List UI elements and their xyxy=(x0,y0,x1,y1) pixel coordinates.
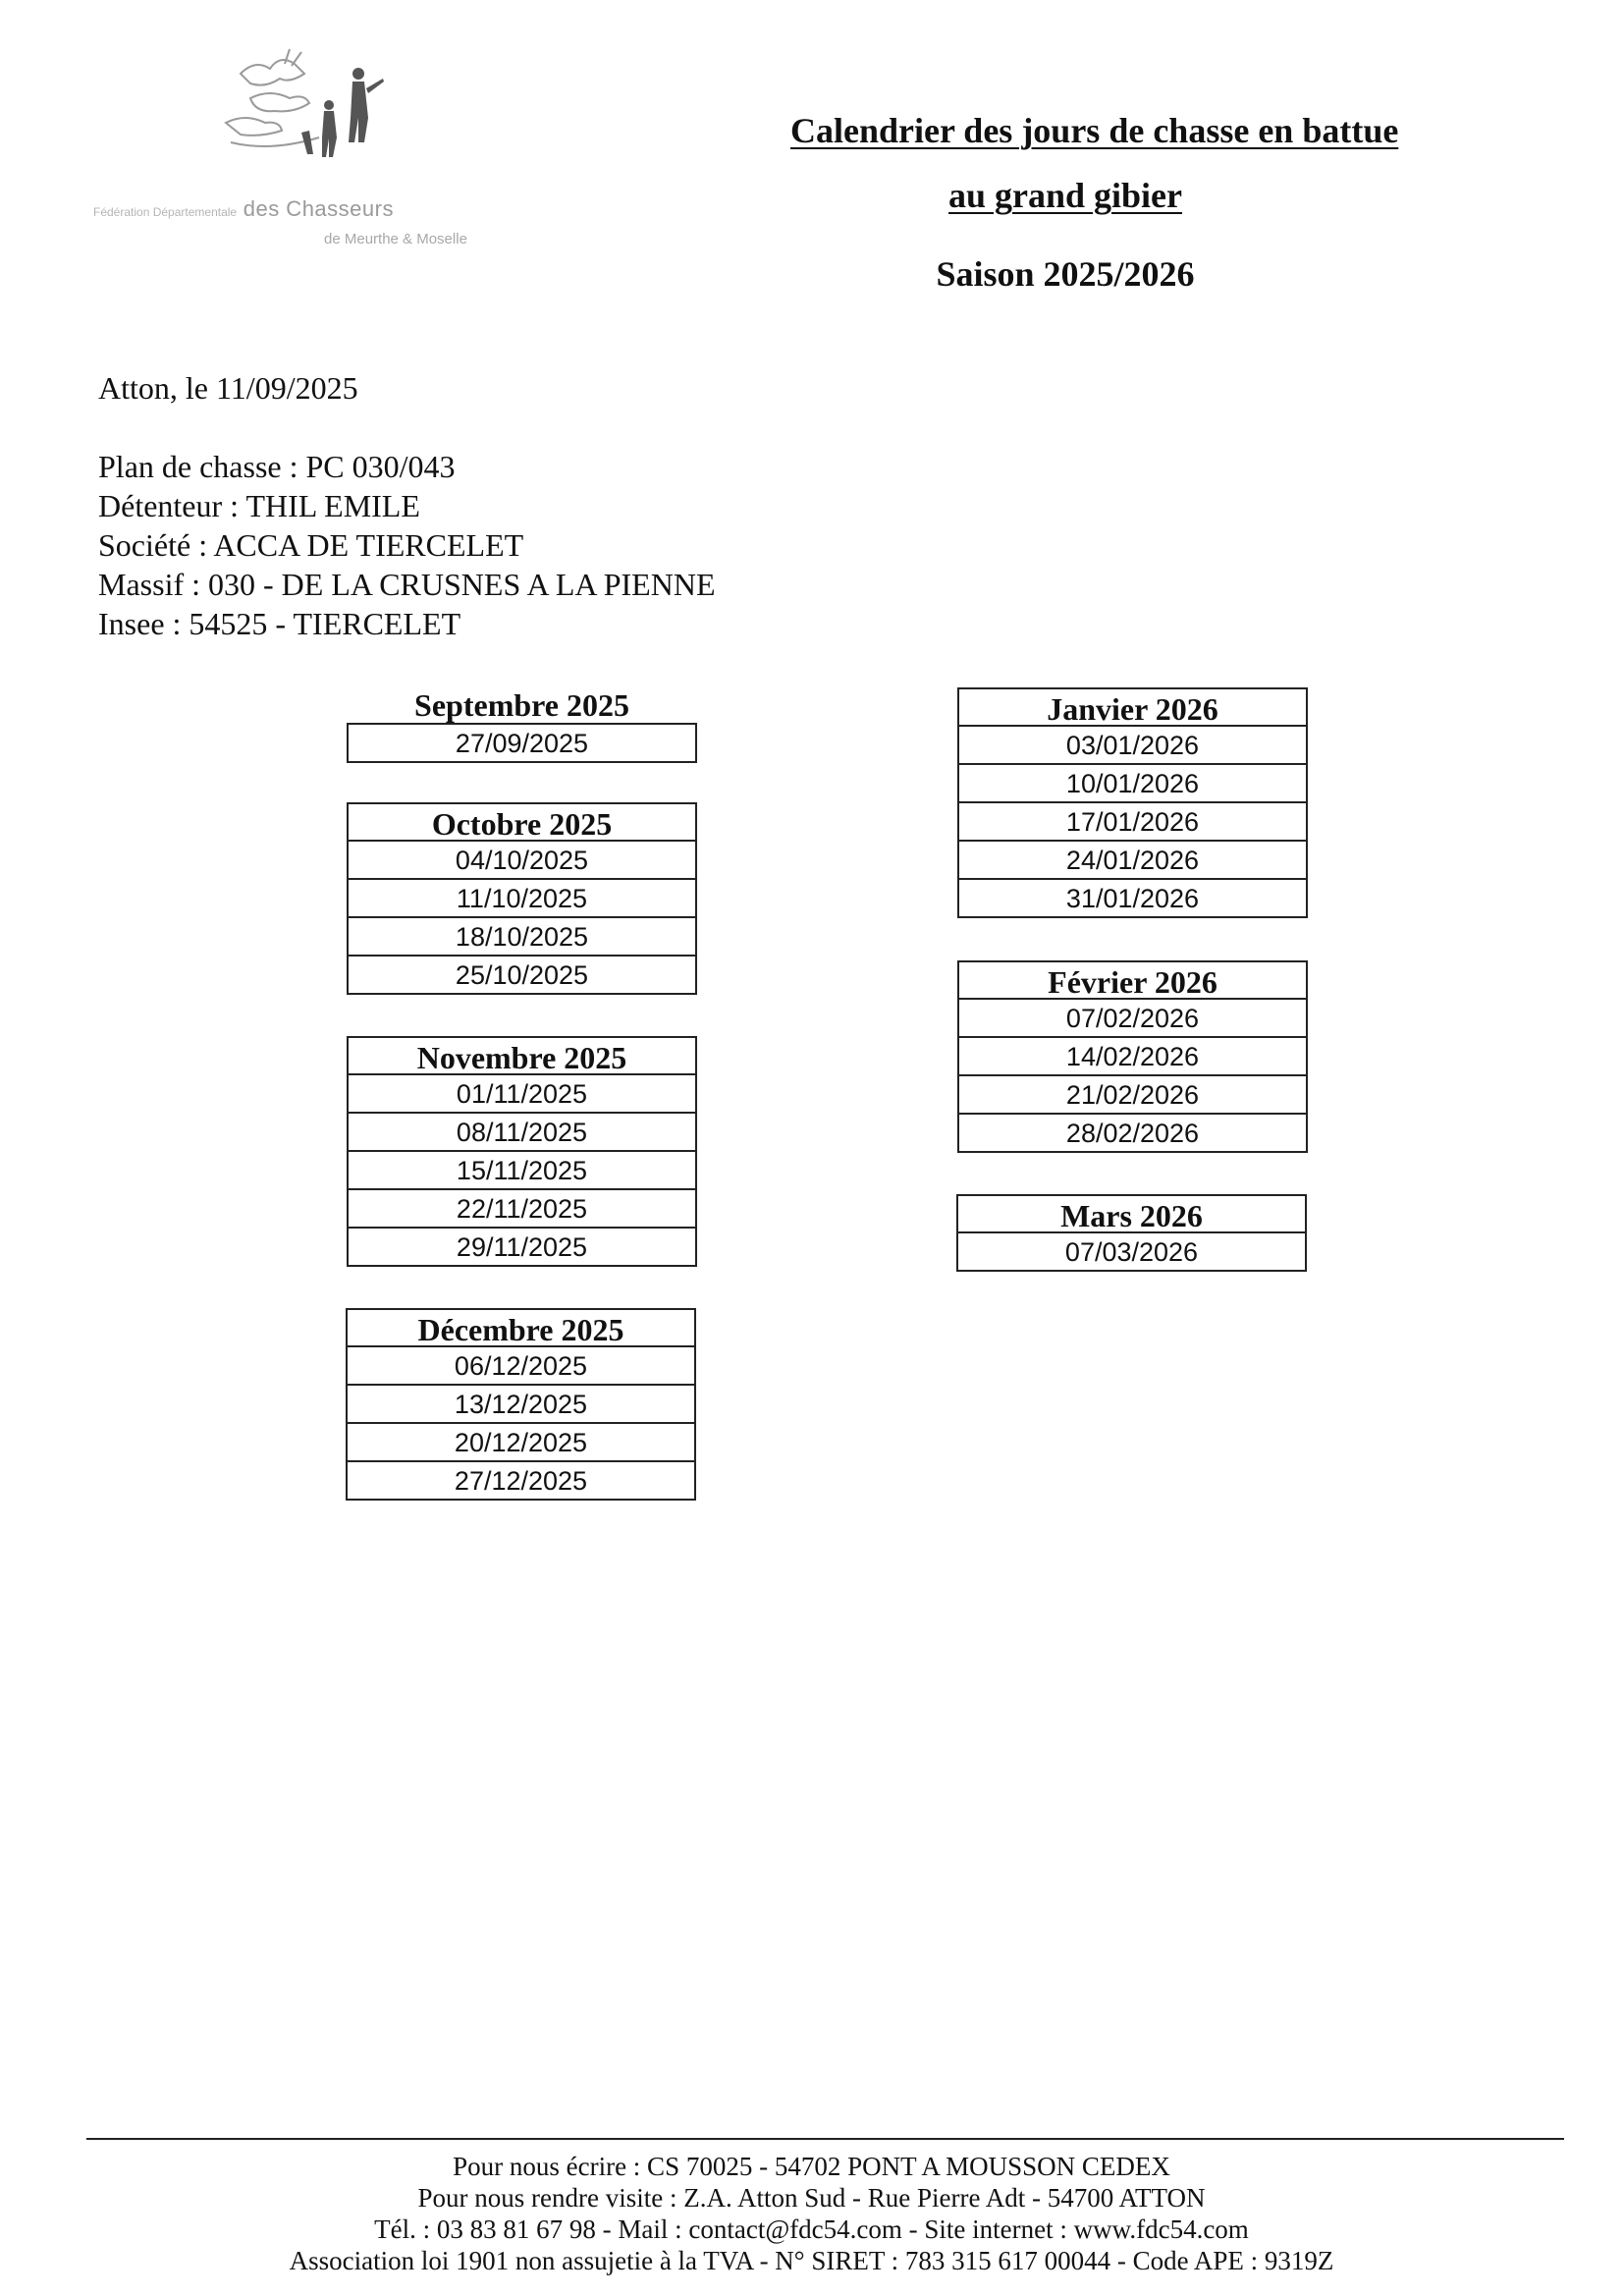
date-row: 03/01/2026 xyxy=(1065,731,1200,760)
date-list xyxy=(346,1345,696,1501)
document-title-2 xyxy=(790,175,1340,216)
date-row: 28/02/2026 xyxy=(959,1113,1306,1151)
insee: Insee : 54525 - TIERCELET xyxy=(98,606,461,641)
month-novembre-2025 xyxy=(347,1036,697,1267)
date-row: 07/02/2026 xyxy=(1065,1004,1200,1033)
date-list xyxy=(347,1073,697,1267)
plan-de-chasse: Plan de chasse : PC 030/043 xyxy=(98,449,456,484)
month-mars-2026 xyxy=(956,1194,1307,1272)
date-row: 17/01/2026 xyxy=(959,801,1306,840)
federation-logo xyxy=(93,44,525,270)
month-title: Octobre 2025 xyxy=(347,802,697,840)
date-list xyxy=(957,725,1308,918)
logo-name xyxy=(93,196,515,222)
place-date: Atton, le 11/09/2025 xyxy=(98,370,358,406)
title-line-2: au grand gibier xyxy=(947,176,1183,215)
document-title xyxy=(790,110,1399,151)
societe: Société : ACCA DE TIERCELET xyxy=(98,527,524,563)
date-row: 21/02/2026 xyxy=(959,1074,1306,1113)
date-row: 20/12/2025 xyxy=(348,1422,694,1460)
footer-postal-address: Pour nous écrire : CS 70025 - 54702 PONT A MOUSSON CEDEX xyxy=(453,2152,1170,2181)
date-row: 31/01/2026 xyxy=(959,878,1306,916)
month-fevrier-2026 xyxy=(957,960,1308,1153)
logo-subtitle: de Meurthe & Moselle xyxy=(324,231,467,247)
date-row: 01/11/2025 xyxy=(456,1079,588,1109)
date-row: 13/12/2025 xyxy=(348,1384,694,1422)
footer xyxy=(0,2151,1623,2276)
date-list xyxy=(347,840,697,995)
date-row: 06/12/2025 xyxy=(454,1351,588,1381)
date-row: 10/01/2026 xyxy=(959,763,1306,801)
date-row: 15/11/2025 xyxy=(349,1150,695,1188)
season-label: Saison 2025/2026 xyxy=(936,254,1195,294)
date-row: 07/03/2026 xyxy=(1064,1237,1199,1267)
date-row: 14/02/2026 xyxy=(959,1036,1306,1074)
logo-name-large: des Chasseurs xyxy=(243,196,394,221)
date-row: 11/10/2025 xyxy=(349,878,695,916)
hunters-logo-icon xyxy=(211,44,388,172)
footer-contact: Tél. : 03 83 81 67 98 - Mail : contact@fdc54.com - Site internet : www.fdc54.com xyxy=(374,2214,1249,2244)
date-row: 18/10/2025 xyxy=(349,916,695,955)
month-title: Janvier 2026 xyxy=(957,687,1308,725)
date-row: 27/12/2025 xyxy=(348,1460,694,1499)
date-row: 08/11/2025 xyxy=(349,1112,695,1150)
detenteur: Détenteur : THIL EMILE xyxy=(98,488,420,523)
date-row: 29/11/2025 xyxy=(349,1227,695,1265)
footer-legal: Association loi 1901 non assujetie à la TVA - N° SIRET : 783 315 617 00044 - Code APE : 9319Z xyxy=(289,2246,1334,2275)
massif: Massif : 030 - DE LA CRUSNES A LA PIENNE xyxy=(98,567,716,602)
month-title: Février 2026 xyxy=(957,960,1308,998)
title-line-1: Calendrier des jours de chasse en battue xyxy=(790,111,1399,150)
month-title: Septembre 2025 xyxy=(414,687,629,723)
month-title: Mars 2026 xyxy=(956,1194,1307,1231)
date-row: 25/10/2025 xyxy=(349,955,695,993)
date-row: 27/09/2025 xyxy=(455,729,589,758)
month-octobre-2025 xyxy=(347,802,697,995)
month-decembre-2025 xyxy=(346,1308,696,1501)
footer-divider xyxy=(86,2138,1564,2140)
date-row: 24/01/2026 xyxy=(959,840,1306,878)
month-septembre-2025 xyxy=(347,685,697,763)
date-list xyxy=(347,723,697,763)
footer-visit-address: Pour nous rendre visite : Z.A. Atton Sud - Rue Pierre Adt - 54700 ATTON xyxy=(417,2183,1206,2213)
date-list xyxy=(956,1231,1307,1272)
date-row: 22/11/2025 xyxy=(349,1188,695,1227)
hunt-plan-info xyxy=(98,447,715,643)
month-title: Décembre 2025 xyxy=(346,1308,696,1345)
month-janvier-2026 xyxy=(957,687,1308,918)
date-list xyxy=(957,998,1308,1153)
logo-name-small: Fédération Départementale xyxy=(93,205,238,219)
date-row: 04/10/2025 xyxy=(455,846,589,875)
month-title: Novembre 2025 xyxy=(347,1036,697,1073)
